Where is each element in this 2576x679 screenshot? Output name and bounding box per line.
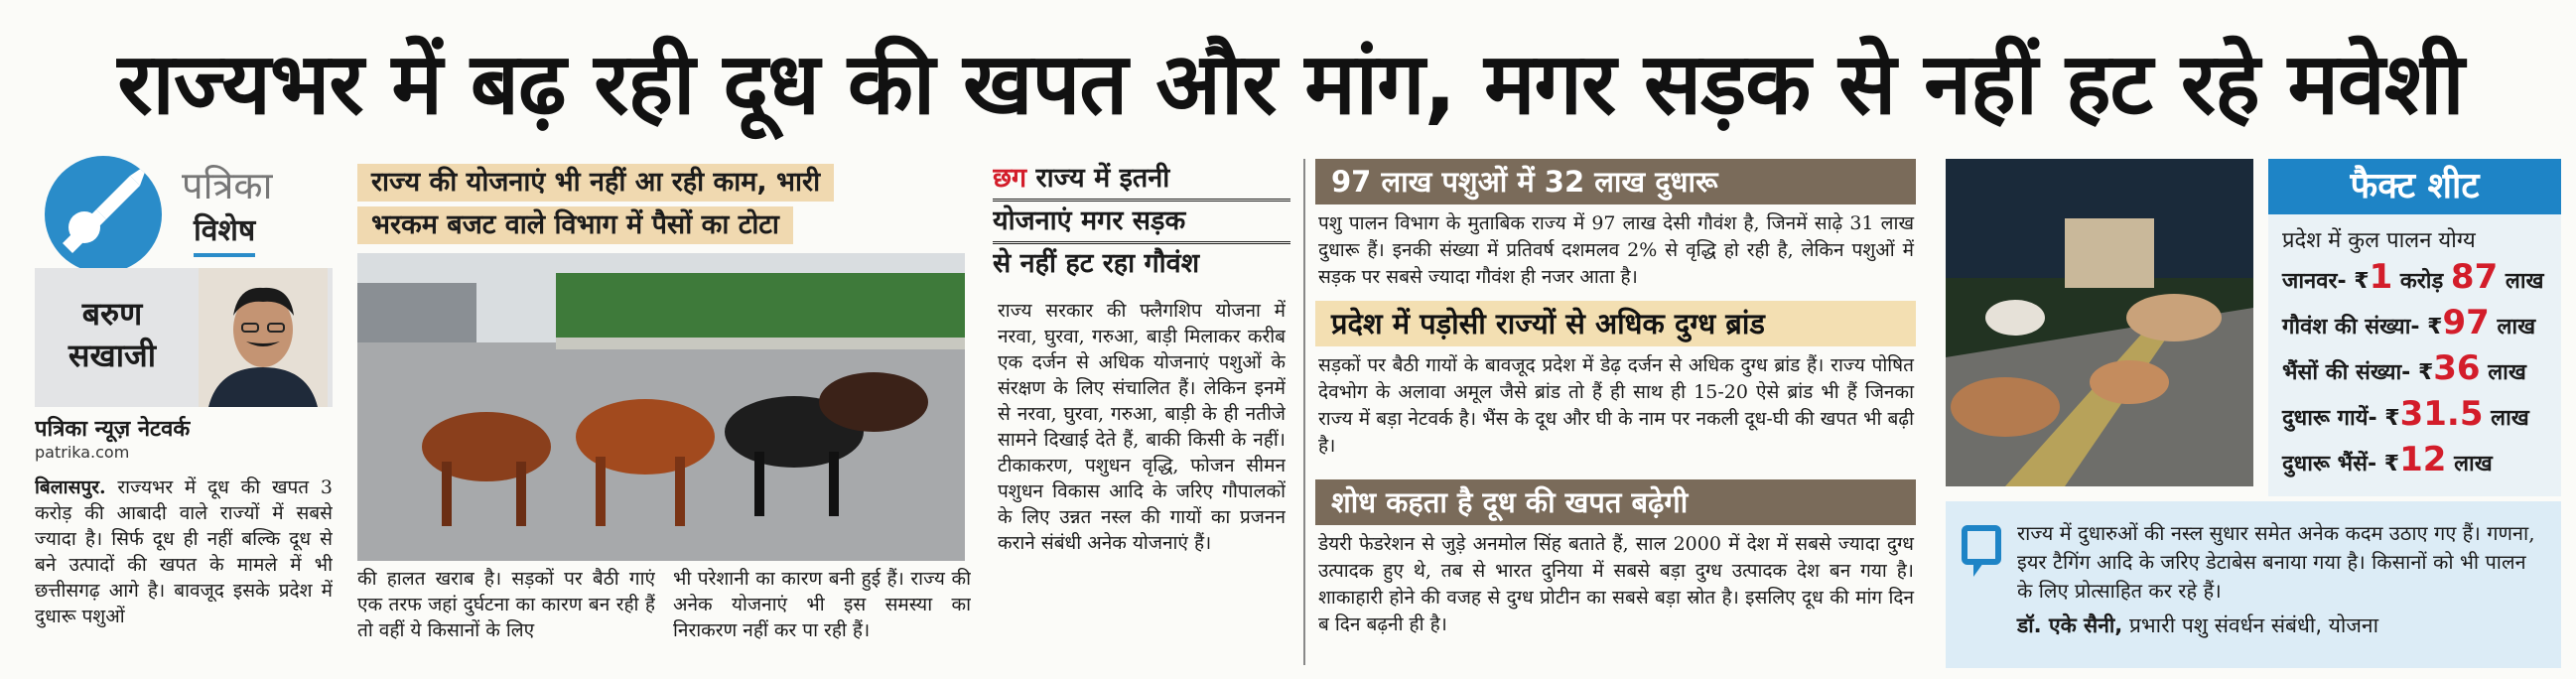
fact-label-1: जानवर- ₹: [2282, 269, 2370, 294]
sub-head-line-1: राज्य की योजनाएं भी नहीं आ रही काम, भारी: [357, 164, 834, 202]
kicker-box: [993, 159, 1290, 283]
section-head-1: 97 लाख पशुओं में 32 लाख दुधारू: [1315, 159, 1916, 204]
fact-sheet-title: फैक्ट शीट: [2268, 159, 2561, 214]
cattle-road-photo: [357, 253, 965, 561]
kicker-highlight: छग: [993, 163, 1027, 194]
fact-row-5: [2282, 440, 2493, 479]
kicker-line-1: [993, 159, 1290, 202]
fact-value-3: 36: [2433, 348, 2481, 388]
quote-author: डॉ. एके सैनी,: [2017, 613, 2123, 637]
column-b-text: की हालत खराब है। सड़कों पर बैठी गाएं एक तरफ जहां दुर्घटना का कारण बन रही हैं तो वहीं ये किसानों के लिए: [357, 568, 655, 641]
fact-row-2: [2282, 303, 2536, 342]
author-box: [35, 268, 333, 407]
fact-label-3: भैंसों की संख्या- ₹: [2282, 360, 2434, 385]
fact-label-5: दुधारू भैंसें- ₹: [2282, 452, 2400, 476]
fact-sheet: [2268, 159, 2561, 496]
network-credit: [35, 413, 333, 463]
fact-row-3: [2282, 348, 2526, 388]
column-c-text: भी परेशानी का कारण बनी हुई हैं। राज्य की अनेक योजनाएं भी इस समस्या का निराकरण नहीं कर पा रही हैं।: [673, 568, 971, 641]
headline: राज्यभर में बढ़ रही दूध की खपत और मांग, मगर सड़क से नहीं हट रहे मवेशी: [117, 35, 2464, 134]
author-last-name: सखाजी: [68, 337, 157, 374]
fact-label-2: गौवंश की संख्या- ₹: [2282, 315, 2443, 340]
author-name: [43, 293, 182, 376]
kicker-line-2: योजनाएं मगर सड़क: [993, 202, 1290, 244]
fact-unit-3: लाख: [2480, 360, 2526, 385]
night-road-cattle-photo: [1946, 159, 2253, 486]
fact-unit-5: लाख: [2446, 452, 2493, 476]
section-head-3: शोध कहता है दूध की खपत बढ़ेगी: [1315, 479, 1916, 525]
sub-head-line-2: भरकम बजट वाले विभाग में पैसों का टोटा: [357, 206, 793, 244]
fact-value-1: 1: [2369, 257, 2393, 297]
section-head-2: प्रदेश में पड़ोसी राज्यों से अधिक दुग्ध ब्रांड: [1315, 301, 1916, 346]
quote-attribution: [2017, 611, 2545, 639]
kicker-line-1-text: राज्य में इतनी: [1026, 163, 1170, 194]
fact-unit-4: लाख: [2483, 406, 2529, 431]
kicker-line-3: से नहीं हट रहा गौवंश: [993, 244, 1290, 283]
avatar: [199, 268, 328, 407]
fact-row-1: [2282, 257, 2544, 297]
pen-hand-logo-icon: [45, 156, 162, 273]
network-name: पत्रिका न्यूज़ नेटवर्क: [35, 417, 191, 442]
quote-role: प्रभारी पशु संवर्धन संबंधी, योजना: [2122, 613, 2379, 637]
author-first-name: बरुण: [81, 295, 143, 333]
section-text-3: डेयरी फेडरेशन से जुड़े अनमोल सिंह बताते हैं, साल 2000 में देश में सबसे ज्यादा दुग्ध उत्पादक हुए थे, तब से भारत दुनिया में सबसे बड़ा दुग्ध उत्पादक देश बन गया है। शाकाहारी होने की वजह से दुग्ध प्रोटीन का सबसे बड़ा स्रोत है। इसलिए दूध की मांग दिन ब दिन बढ़नी ही है।: [1318, 533, 1914, 635]
fact-unit-1: लाख: [2498, 269, 2544, 294]
fact-unit-2: लाख: [2489, 315, 2536, 340]
fact-value-2: 97: [2442, 303, 2490, 342]
fact-label-4: दुधारू गायें- ₹: [2282, 406, 2400, 431]
fact-value-4: 31.5: [2399, 394, 2484, 434]
quote-text: राज्य में दुधारुओं की नस्ल सुधार समेत अनेक कदम उठाए गए हैं। गणना, इयर टैगिंग आदि के जरिए डेटाबेस बनाया गया है। किसानों को भी पालन के लिए प्रोत्साहित कर रहे हैं।: [2017, 521, 2535, 603]
brand-name: पत्रिका: [182, 164, 273, 207]
quote-box: [1946, 501, 2561, 668]
dateline: बिलासपुर.: [35, 476, 106, 498]
column-divider: [1303, 159, 1305, 665]
lead-paragraph: [35, 475, 333, 663]
column-d-text: राज्य सरकार की फ्लैगशिप योजना में नरवा, घुरवा, गरुआ, बाड़ी मिलाकर करीब एक दर्जन से अधिक योजनाएं पशुओं के संरक्षण के लिए संचालित हैं। लेकिन इनमें से नरवा, घुरवा, गरुआ, बाड़ी के ही नतीजे सामने दिखाई देते हैं, बाकी किसी के नहीं। टीकाकरण, पशुधन वृद्धि, फोजन सीमन पशुधन विकास आदि के जरिए गौपालकों के लिए उन्नत नस्ल की गायों का प्रजनन कराने संबंधी अनेक योजनाएं हैं।: [998, 300, 1286, 554]
section-text-2: सड़कों पर बैठी गायों के बावजूद प्रदेश में डेढ़ दर्जन से अधिक दुग्ध ब्रांड हैं। राज्य पोषित देवभोग के अलावा अमूल जैसे ब्रांड तो हैं ही साथ ही 15-20 ऐसे ब्रांड भी हैं जिनका राज्य में बड़ा नेटवर्क है। भैंस के दूध और घी के नाम पर नकली दूध-घी की खपत भी बढ़ी है।: [1318, 354, 1914, 457]
fact-intro: प्रदेश में कुल पालन योग्य: [2282, 228, 2476, 253]
network-url: patrika.com: [35, 443, 130, 462]
fact-value-1b: 87: [2450, 257, 2499, 297]
brand-tag: विशेष: [194, 208, 255, 257]
fact-value-5: 12: [2399, 440, 2447, 479]
fact-row-4: [2282, 394, 2529, 434]
section-text-1: पशु पालन विभाग के मुताबिक राज्य में 97 लाख देसी गौवंश है, जिनमें साढ़े 31 लाख दुधारू हैं। इनकी संख्या में प्रतिवर्ष दशमलव 2% से वृद्धि हो रही है, लेकिन पशुओं में सड़क पर सबसे ज्यादा गौवंश ही नजर आता है।: [1318, 212, 1914, 288]
speech-bubble-icon: [1962, 525, 2001, 565]
lead-text: राज्यभर में दूध की खपत 3 करोड़ की आबादी वाले राज्यों में सबसे ज्यादा है। सिर्फ दूध ही नहीं बल्कि दूध से बने उत्पादों की खपत के मामले में भी छत्तीसगढ़ आगे है। बावजूद इसके प्रदेश में दुधारू पशुओं: [35, 476, 333, 627]
fact-suffix-1: करोड़: [2392, 269, 2451, 294]
